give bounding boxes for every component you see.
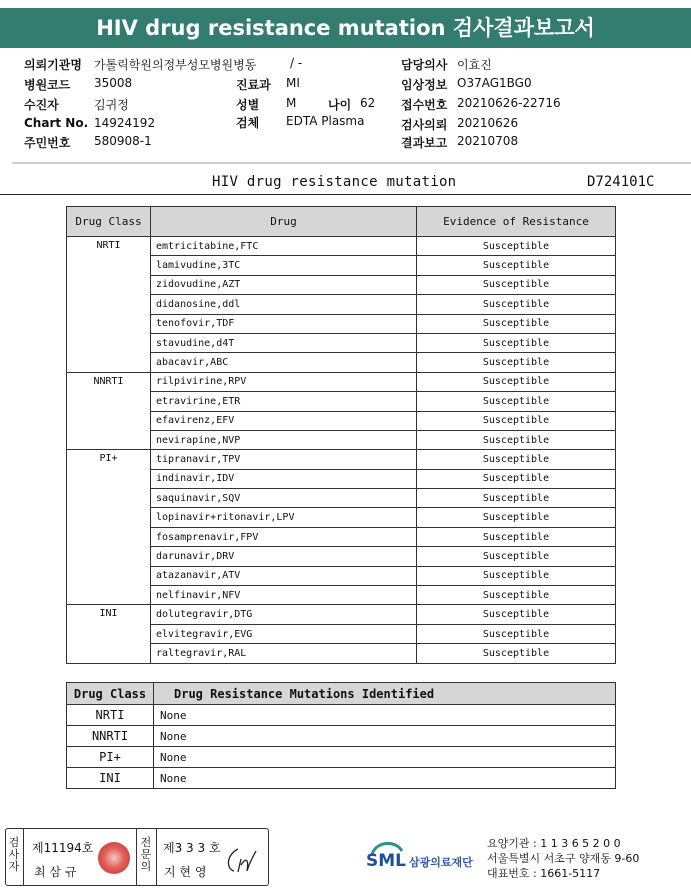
table-row xyxy=(67,768,616,789)
code-value: 35008 xyxy=(94,76,133,90)
evidence-cell: Susceptible xyxy=(417,489,616,508)
drug-name-cell: lopinavir+ritonavir,LPV xyxy=(151,508,417,527)
specimen-value: EDTA Plasma xyxy=(286,114,365,128)
mutation-result-cell: None xyxy=(154,726,616,747)
column-header-mutations: Drug Resistance Mutations Identified xyxy=(154,683,616,705)
org-name: 삼광의료재단 xyxy=(409,856,473,869)
mutation-result-cell: None xyxy=(154,747,616,768)
table-row xyxy=(67,372,616,391)
drug-table-body xyxy=(67,237,616,664)
table-row xyxy=(67,705,616,726)
report-label: 결과보고 xyxy=(401,136,448,150)
evidence-cell: Susceptible xyxy=(417,469,616,488)
drug-name-cell: saquinavir,SQV xyxy=(151,489,417,508)
drug-name-cell: emtricitabine,FTC xyxy=(151,237,417,256)
evidence-cell: Susceptible xyxy=(417,411,616,430)
column-header-drug-class: Drug Class xyxy=(67,207,151,237)
report-header xyxy=(0,174,691,196)
mutation-table-body xyxy=(67,705,616,789)
examiner-label: 검사자 xyxy=(8,836,20,873)
examiner-name: 최 삼 규 xyxy=(34,865,77,879)
mutation-result-cell: None xyxy=(154,768,616,789)
drug-name-cell: efavirenz,EFV xyxy=(151,411,417,430)
evidence-cell: Susceptible xyxy=(417,586,616,605)
doctor-value: 이효진 xyxy=(457,58,492,72)
signature-box xyxy=(5,828,269,886)
hospital-value: 가톨릭학원의정부성모병원병동 xyxy=(94,58,257,72)
age-value: 62 xyxy=(360,96,376,110)
evidence-cell: Susceptible xyxy=(417,256,616,275)
org-address: 서울특별시 서초구 양재동 9-60 xyxy=(487,852,640,865)
drug-name-cell: tenofovir,TDF xyxy=(151,314,417,333)
drug-name-cell: nelfinavir,NFV xyxy=(151,586,417,605)
divider xyxy=(12,162,691,164)
drug-name-cell: lamivudine,3TC xyxy=(151,256,417,275)
evidence-cell: Susceptible xyxy=(417,430,616,449)
evidence-cell: Susceptible xyxy=(417,547,616,566)
code-label: 병원코드 xyxy=(24,78,71,92)
evidence-cell: Susceptible xyxy=(417,314,616,333)
evidence-cell: Susceptible xyxy=(417,295,616,314)
request-value: 20210626 xyxy=(457,116,519,130)
drug-class-cell: PI+ xyxy=(67,450,151,605)
drug-name-cell: atazanavir,ATV xyxy=(151,566,417,585)
sex-value: M xyxy=(286,96,297,110)
mutation-result-cell: None xyxy=(154,705,616,726)
recipient-label: 수진자 xyxy=(24,98,59,112)
drug-name-cell: indinavir,IDV xyxy=(151,469,417,488)
drug-name-cell: didanosine,ddl xyxy=(151,295,417,314)
divider xyxy=(156,829,157,885)
request-label: 검사의뢰 xyxy=(401,118,448,132)
table-row xyxy=(67,726,616,747)
drug-name-cell: tipranavir,TPV xyxy=(151,450,417,469)
evidence-cell: Susceptible xyxy=(417,275,616,294)
rrn-label: 주민번호 xyxy=(24,136,71,150)
seal-stamp xyxy=(98,842,130,874)
drug-name-cell: etravirine,ETR xyxy=(151,392,417,411)
footer xyxy=(0,822,691,894)
drug-class-cell: NRTI xyxy=(67,237,151,373)
examiner-license: 제11194호 xyxy=(32,841,94,855)
logo-text: SML xyxy=(366,851,406,871)
drug-name-cell: elvitegravir,EVG xyxy=(151,624,417,643)
column-header-drug: Drug xyxy=(151,207,417,237)
evidence-cell: Susceptible xyxy=(417,353,616,372)
age-label: 나이 xyxy=(328,98,352,112)
mutation-table xyxy=(66,682,616,789)
signature-mark xyxy=(224,845,258,875)
drug-name-cell: fosamprenavir,FPV xyxy=(151,527,417,546)
drug-name-cell: stavudine,d4T xyxy=(151,333,417,352)
divider xyxy=(23,829,24,885)
drug-name-cell: zidovudine,AZT xyxy=(151,275,417,294)
org-info xyxy=(487,836,639,881)
drug-name-cell: darunavir,DRV xyxy=(151,547,417,566)
specialist-name: 지 현 영 xyxy=(164,865,207,879)
report-code: D724101C xyxy=(587,174,655,190)
table-row xyxy=(67,605,616,624)
table-header-row xyxy=(67,683,616,705)
report-title: HIV drug resistance mutation xyxy=(212,174,457,190)
evidence-cell: Susceptible xyxy=(417,566,616,585)
drug-class-cell: INI xyxy=(67,768,154,789)
accession-value: 20210626-22716 xyxy=(457,96,561,110)
chart-value: 14924192 xyxy=(94,116,156,130)
drug-name-cell: rilpivirine,RPV xyxy=(151,372,417,391)
divider xyxy=(0,194,691,195)
drug-resistance-table xyxy=(66,206,616,664)
dept-label: 진료과 xyxy=(236,78,271,92)
page-title: HIV drug resistance mutation 검사결과보고서 xyxy=(0,8,691,48)
report-value: 20210708 xyxy=(457,134,519,148)
sex-label: 성별 xyxy=(236,98,260,112)
specialist-label: 전문의 xyxy=(140,836,152,873)
evidence-cell: Susceptible xyxy=(417,644,616,663)
drug-class-cell: NNRTI xyxy=(67,726,154,747)
drug-class-cell: INI xyxy=(67,605,151,663)
ward-value: / - xyxy=(290,56,303,70)
chart-label: Chart No. xyxy=(24,116,89,130)
org-code: 요양기관 : 1 1 3 6 5 2 0 0 xyxy=(487,837,621,850)
dept-value: MI xyxy=(286,76,300,90)
evidence-cell: Susceptible xyxy=(417,605,616,624)
column-header-drug-class: Drug Class xyxy=(67,683,154,705)
table-row xyxy=(67,450,616,469)
table-row xyxy=(67,747,616,768)
drug-class-cell: PI+ xyxy=(67,747,154,768)
drug-class-cell: NRTI xyxy=(67,705,154,726)
recipient-value: 김귀정 xyxy=(94,98,129,112)
drug-class-cell: NNRTI xyxy=(67,372,151,450)
column-header-evidence: Evidence of Resistance xyxy=(417,207,616,237)
drug-name-cell: nevirapine,NVP xyxy=(151,430,417,449)
table-header-row xyxy=(67,207,616,237)
clinical-value: O37AG1BG0 xyxy=(457,76,532,90)
evidence-cell: Susceptible xyxy=(417,333,616,352)
evidence-cell: Susceptible xyxy=(417,372,616,391)
evidence-cell: Susceptible xyxy=(417,624,616,643)
accession-label: 접수번호 xyxy=(401,98,448,112)
table-row xyxy=(67,237,616,256)
evidence-cell: Susceptible xyxy=(417,508,616,527)
org-phone: 대표번호 : 1661-5117 xyxy=(487,867,601,880)
evidence-cell: Susceptible xyxy=(417,392,616,411)
rrn-value: 580908-1 xyxy=(94,134,152,148)
clinical-label: 임상정보 xyxy=(401,78,448,92)
drug-name-cell: abacavir,ABC xyxy=(151,353,417,372)
drug-name-cell: dolutegravir,DTG xyxy=(151,605,417,624)
evidence-cell: Susceptible xyxy=(417,237,616,256)
specialist-license: 제3 3 3 호 xyxy=(163,841,221,855)
hospital-label: 의뢰기관명 xyxy=(24,58,82,72)
drug-name-cell: raltegravir,RAL xyxy=(151,644,417,663)
doctor-label: 담당의사 xyxy=(401,58,448,72)
specimen-label: 검체 xyxy=(236,116,260,130)
divider xyxy=(136,829,137,885)
evidence-cell: Susceptible xyxy=(417,450,616,469)
evidence-cell: Susceptible xyxy=(417,527,616,546)
